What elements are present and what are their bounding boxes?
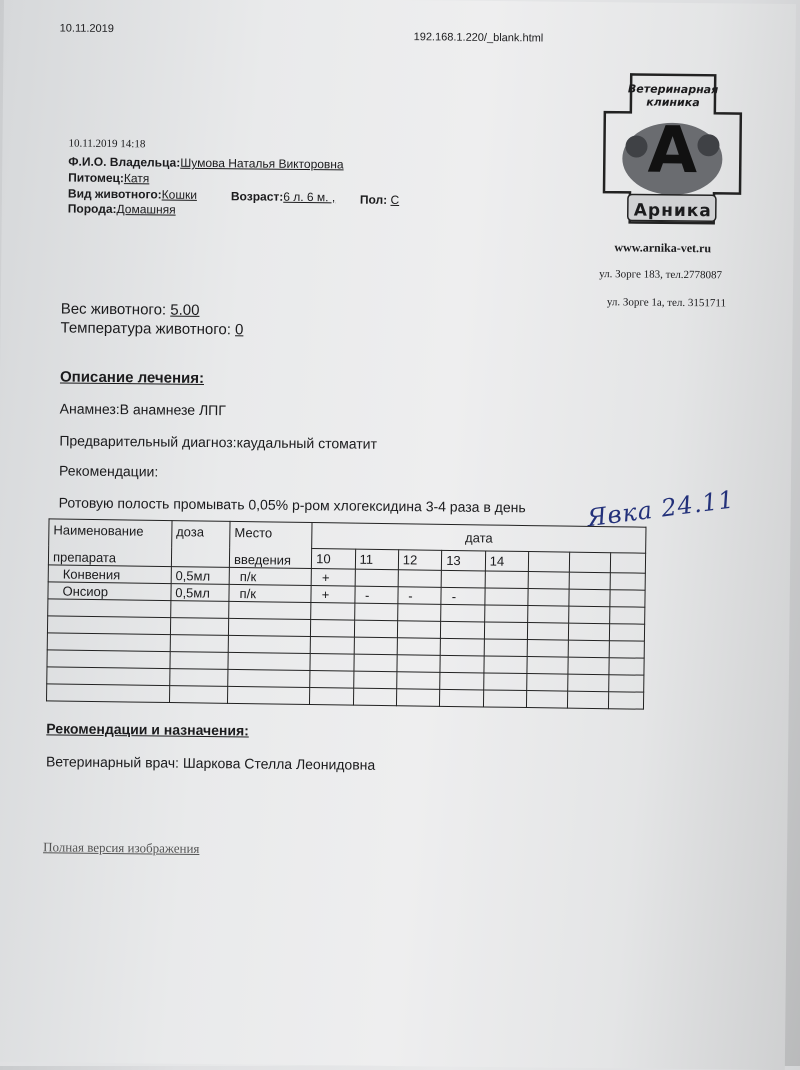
pet-value: Катя bbox=[123, 171, 150, 186]
drug-name: Онсиор bbox=[48, 582, 171, 601]
day-mark bbox=[569, 589, 610, 607]
drug-dose: 0,5мл bbox=[171, 567, 230, 585]
date-cell: 11 bbox=[355, 550, 399, 570]
full-image-link[interactable]: Полная версия изображения bbox=[43, 839, 200, 856]
clinic-address-1: ул. Зорге 183, тел.2778087 bbox=[599, 268, 723, 282]
species-label: Вид животного: bbox=[67, 186, 162, 202]
table-header-row bbox=[49, 519, 646, 554]
day-mark bbox=[528, 572, 569, 590]
day-mark: - bbox=[441, 587, 485, 605]
logo-brand: Арника bbox=[633, 200, 712, 222]
date-cell: 12 bbox=[398, 550, 442, 570]
date-cell: 10 bbox=[312, 549, 356, 569]
col-place-line1: Место bbox=[234, 524, 273, 541]
day-mark bbox=[610, 590, 645, 607]
age-value: 6 л. 6 м. , bbox=[283, 189, 336, 205]
weight-label: Вес животного: bbox=[60, 300, 167, 319]
day-mark bbox=[441, 570, 485, 588]
day-mark: + bbox=[311, 586, 355, 604]
treatment-title: Описание лечения: bbox=[59, 368, 205, 387]
day-mark bbox=[485, 571, 529, 589]
drug-route: п/к bbox=[229, 567, 311, 585]
clinic-website: www.arnika-vet.ru bbox=[614, 240, 712, 256]
medication-table bbox=[46, 518, 646, 709]
day-mark bbox=[355, 569, 398, 587]
date-cell: 13 bbox=[442, 551, 486, 571]
date-cell: 14 bbox=[485, 551, 529, 571]
anamnesis: Анамнез:В анамнезе ЛПГ bbox=[59, 400, 226, 419]
handwritten-note: Явка 24.11 bbox=[585, 485, 737, 533]
drug-name: Конвения bbox=[48, 565, 171, 584]
weight-line bbox=[61, 300, 200, 318]
temperature-line bbox=[60, 319, 243, 338]
age-label: Возраст: bbox=[230, 189, 284, 204]
pet-label: Питомец: bbox=[68, 170, 125, 186]
col-place-header bbox=[229, 521, 312, 568]
recommendations-label: Рекомендации: bbox=[58, 462, 159, 480]
owner-label: Ф.И.О. Владельца: bbox=[68, 154, 181, 170]
col-name-header bbox=[48, 519, 171, 567]
diagnosis: Предварительный диагноз:каудальный стоматит bbox=[59, 432, 378, 452]
recommendation-text: Ротовую полость промывать 0,05% р-ром хлогексидина 3-4 раза в день bbox=[58, 494, 526, 516]
weight-value: 5.00 bbox=[170, 301, 200, 319]
appointments-title: Рекомендации и назначения: bbox=[46, 720, 249, 739]
species-value: Кошки bbox=[161, 187, 198, 202]
temperature-value: 0 bbox=[235, 321, 244, 339]
sex-line bbox=[360, 193, 399, 207]
col-dose-header: доза bbox=[171, 521, 230, 568]
day-mark bbox=[485, 588, 529, 606]
day-mark: - bbox=[354, 586, 397, 604]
vet-name: Ветеринарный врач: Шаркова Стелла Леонидовна bbox=[45, 753, 376, 773]
print-date: 10.11.2019 bbox=[59, 22, 114, 36]
pet-line bbox=[68, 171, 149, 186]
logo-letter: А bbox=[647, 113, 698, 189]
temperature-label: Температура животного: bbox=[60, 319, 232, 339]
owner-line bbox=[68, 155, 344, 172]
drug-route: п/к bbox=[229, 584, 311, 602]
clinic-address-2: ул. Зорге 1а, тел. 3151711 bbox=[606, 296, 727, 310]
day-mark bbox=[528, 589, 569, 607]
date-cell bbox=[611, 553, 646, 573]
age-line bbox=[231, 189, 335, 204]
col-name-line1: Наименование bbox=[53, 522, 144, 539]
species-line bbox=[68, 187, 197, 202]
day-mark bbox=[569, 572, 610, 590]
sex-value: С bbox=[390, 192, 400, 208]
drug-dose: 0,5мл bbox=[171, 584, 230, 602]
owner-value: Шумова Наталья Викторовна bbox=[180, 155, 344, 172]
print-url: 192.168.1.220/_blank.html bbox=[413, 31, 544, 45]
date-cell bbox=[528, 552, 569, 572]
sex-label: Пол: bbox=[359, 192, 388, 207]
logo-title: Ветеринарная клиника bbox=[627, 82, 719, 110]
day-mark: - bbox=[398, 587, 442, 605]
col-name-line2: препарата bbox=[52, 549, 117, 566]
breed-value: Домашняя bbox=[116, 202, 176, 217]
breed-label: Порода: bbox=[67, 201, 117, 217]
day-mark bbox=[611, 573, 646, 590]
visit-datetime: 10.11.2019 14:18 bbox=[68, 137, 146, 151]
col-date-header: дата bbox=[312, 523, 646, 554]
breed-line bbox=[68, 202, 176, 217]
day-mark bbox=[398, 570, 442, 588]
col-place-line2: введения bbox=[233, 551, 292, 568]
clinic-logo bbox=[602, 72, 744, 238]
day-mark: + bbox=[311, 569, 355, 587]
date-cell bbox=[570, 553, 611, 573]
